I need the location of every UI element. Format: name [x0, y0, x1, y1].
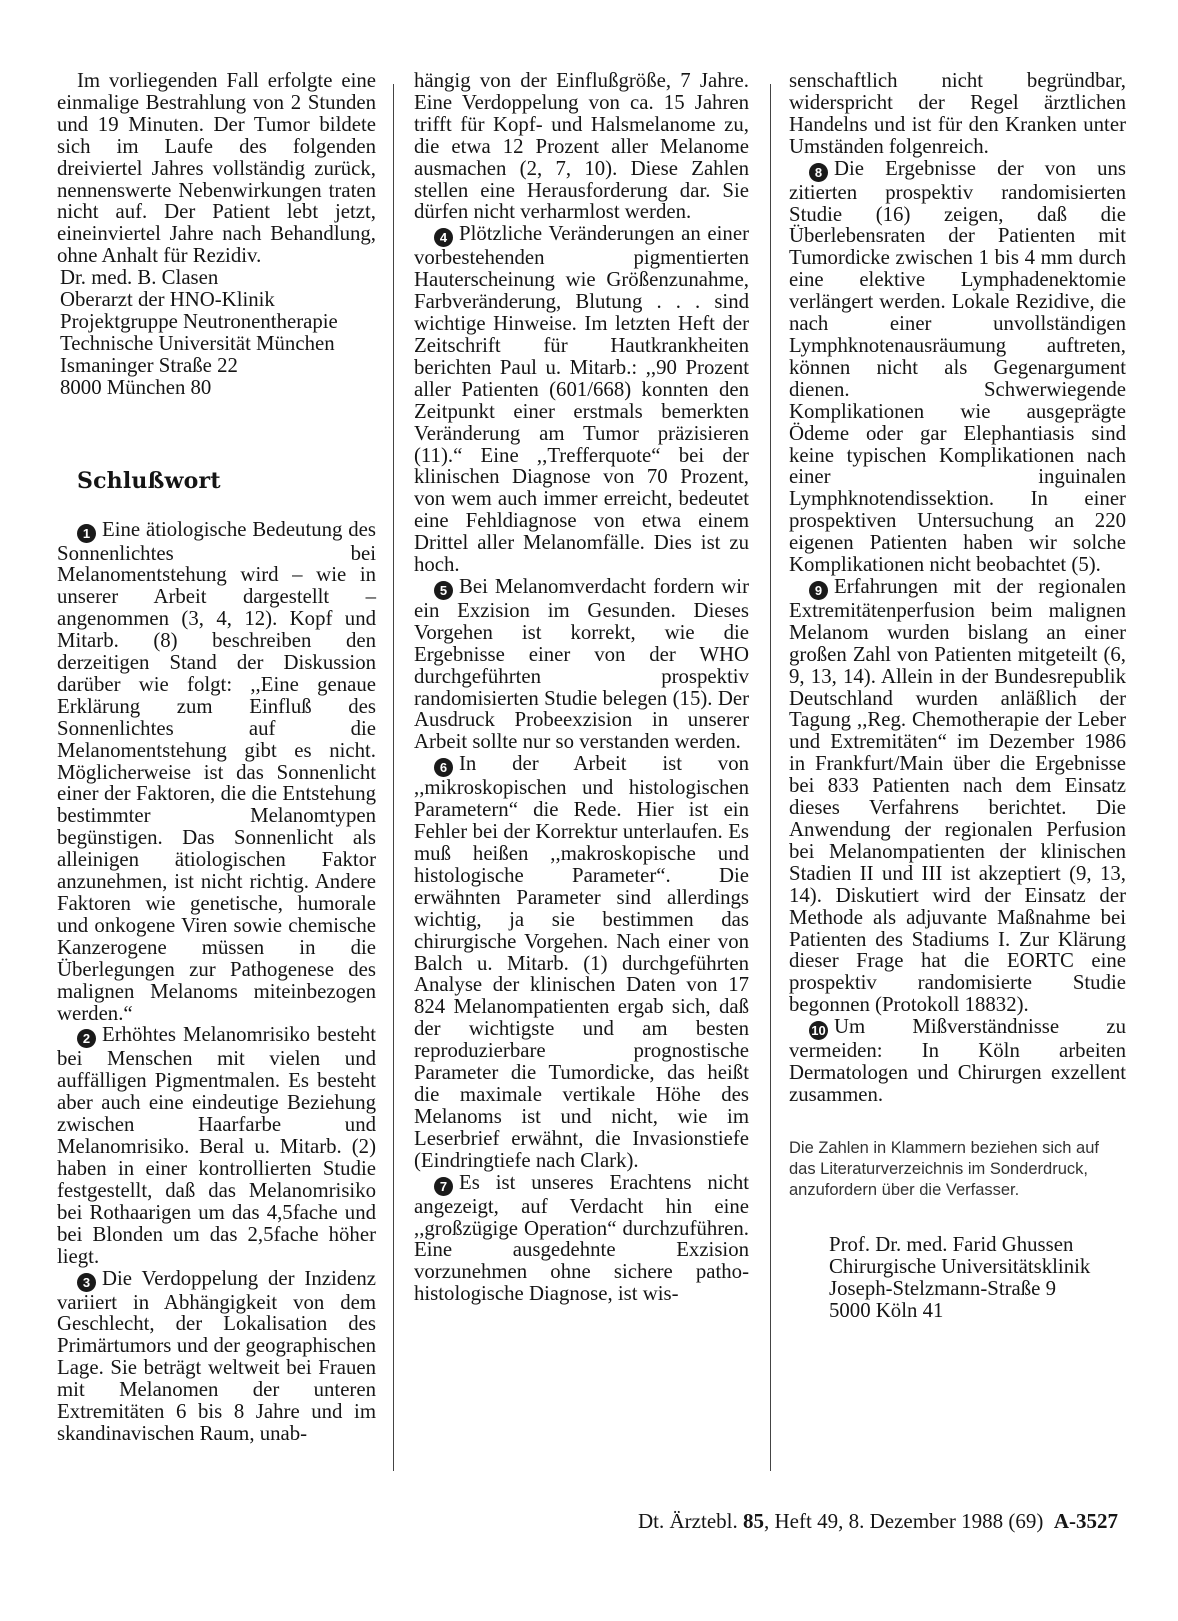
paragraph-text: Erfahrungen mit der regionalen Extremitätenperfusion beim malignen Melanom wurden bislang an einer großen Zahl von Patienten mitgeteilt (6, 9, 13, 14). Allein in der Bundesrepublik Deutschland wurden anläßlich der Tagung ,,Reg. Chemotherapie der Leber und Extremitäten“ im Dezember 1986 in Frankfurt/Main über die Ergebnisse bei 833 Patienten nach dem Einsatz dieses Verfahrens berichtet. Die Anwendung der regionalen Perfusion bei Melanompatienten der klinischen Stadien II und III ist akzeptiert (9, 13, 14). Diskutiert wird der Einsatz der Methode als adjuvante Maßnahme bei Patienten des Stadiums I. Zur Klärung dieser Frage hat die EORTC eine prospektiv randomisierte Studie begonnen (Protokoll 18832).: [789, 574, 1126, 1017]
point-number-badge: 7: [434, 1177, 453, 1196]
paragraph-text: Erhöhtes Melanomrisiko besteht bei Menschen mit vielen und auffälligen Pigmentmalen. Es besteht aber auch eine eindeutige Beziehung zwischen Haarfarbe und Melanomrisiko. Beral u. Mitarb. (2) haben in einer kontrollierten Studie festgestellt, daß das Melanomrisiko bei Rothaarigen um das 4,5fache und bei Blonden um das 2,5fache höher liegt.: [57, 1023, 376, 1268]
point-number-badge: 2: [77, 1029, 96, 1048]
page-footer: [638, 1509, 1118, 1534]
paragraph-text: Plötzliche Veränderungen an einer vorbestehenden pigmentierten Hauterscheinung wie Größenzunahme, Farbveränderung, Blutung . . . sind wichtige Hinweise. Im letzten Heft der Zeitschrift für Hautkrankheiten berichten Paul u. Mitarb.: ,,90 Prozent aller Patienten (601/668) konnten den Zeitpunkt einer erstmals bemerkten Veränderung am Tumor präzisieren (11).“ Eine ,,Trefferquote“ bei der klinischen Diagnose von 70 Prozent, von wem auch immer erreicht, bedeutet eine Fehldiagnose von etwa einem Drittel aller Melanomfälle. Dies ist zu hoch.: [414, 222, 749, 577]
paragraph-6: [414, 753, 749, 1171]
point-number-badge: 5: [434, 581, 453, 600]
point-number-badge: 6: [434, 758, 453, 777]
signature-line: Technische Universität München: [60, 331, 335, 355]
column-divider: [393, 84, 394, 1471]
issue-info: , Heft 49, 8. Dezember 1988 (69): [764, 1509, 1044, 1533]
point-number-badge: 1: [77, 524, 96, 543]
point-number-badge: 4: [434, 228, 453, 247]
text-column-2: [414, 70, 749, 1305]
author-address-line: Chirurgische Universitätsklinik: [829, 1254, 1091, 1278]
paragraph-2: [57, 1024, 376, 1267]
paragraph-text: Die Verdoppelung der Inzidenz variiert in Abhängigkeit von dem Geschlecht, der Lokalisation des Primärtumors und der geographischen Lage. Sie beträgt weltweit bei Frauen mit Melanomen der unteren Extremitäten 6 bis 8 Jahre und im skandinavischen Raum, unab-: [57, 1266, 376, 1445]
text-column-1: [57, 70, 376, 1445]
paragraph-text: Um Mißverständnisse zu vermeiden: In Köln arbeiten Dermatologen und Chirurgen exzellent zusammen.: [789, 1015, 1126, 1106]
paragraph-4: [414, 223, 749, 576]
point-number-badge: 8: [809, 163, 828, 182]
paragraph-10: [789, 1016, 1126, 1106]
paragraph-5: [414, 576, 749, 753]
point-number-badge: 3: [77, 1273, 96, 1292]
paragraph-intro: Im vorliegenden Fall erfolgte eine einmalige Bestrahlung von 2 Stunden und 19 Minuten. Der Tumor bildete sich im Laufe des folgenden dreiviertel Jahres vollständig zurück, nennenswerte Nebenwirkungen traten nicht auf. Der Patient lebt jetzt, eineinviertel Jahre nach Behandlung, ohne Anhalt für Rezidiv.: [57, 69, 376, 268]
signature-line: Projektgruppe Neutronentherapie: [60, 309, 338, 333]
point-number-badge: 9: [809, 581, 828, 600]
column-divider: [770, 84, 771, 1471]
text-column-3: [789, 70, 1126, 1322]
paragraph-1: [57, 519, 376, 1025]
paragraph-7: [414, 1172, 749, 1306]
paragraph-8: [789, 158, 1126, 576]
author-address-line: Prof. Dr. med. Farid Ghussen: [829, 1232, 1074, 1256]
signature-line: 8000 München 80: [60, 375, 212, 399]
paragraph-text: In der Arbeit ist von ,,mikroskopischen und histologischen Parametern“ die Rede. Hier ist ein Fehler bei der Korrektur unterlaufen. Es muß heißen ,,makroskopische und histologische Parameter“. Die erwähnten Parameter sind allerdings wichtig, ja sie bestimmen das chirurgische Vorgehen. Nach einer von Balch u. Mitarb. (1) durchgeführten Analyse der klinischen Daten von 17 824 Melanompatienten ergab sich, daß der wichtigste und am besten reproduzierbare prognostische Parameter die Tumordicke, das heißt die maximale vertikale Höhe des Melanoms ist und nicht, wie im Leserbrief erwähnt, die Invasionstiefe (Eindringtiefe nach Clark).: [414, 752, 749, 1172]
author-address-line: 5000 Köln 41: [829, 1298, 944, 1322]
signature-line: Ismaninger Straße 22: [60, 353, 238, 377]
section-heading: Schlußwort: [77, 467, 221, 494]
page-number: A-3527: [1053, 1509, 1118, 1533]
paragraph-9: [789, 576, 1126, 1016]
volume-number: 85: [743, 1509, 764, 1533]
paragraph-text: Es ist unseres Erachtens nicht angezeigt, auf Verdacht hin eine ,,großzügige Operation“ durchzuführen. Eine ausgedehnte Exzision vorzunehmen ohne sichere patho-histologische Diagnose, ist wis-: [414, 1170, 749, 1306]
paragraph-text: Bei Melanomverdacht fordern wir ein Exzision im Gesunden. Dieses Vorgehen ist korrekt, wie die Ergebnisse einer von der WHO durchgeführten prospektiv randomisierten Studie belegen (15). Der Ausdruck Probeexzision in unserer Arbeit sollte nur so verstanden werden.: [414, 574, 749, 754]
paragraph-text: Eine ätiologische Bedeutung des Sonnenlichtes bei Melanomentstehung wird – wie in unserer Arbeit dargestellt – angenommen (3, 4, 12). Kopf und Mitarb. (8) beschreiben den derzeitigen Stand der Diskussion darüber wie folgt: ,,Eine genaue Erklärung zum Einfluß des Sonnenlichtes auf die Melanomentstehung gibt es nicht. Möglicherweise ist das Sonnenlicht einer der Faktoren, die die Entstehung bestimmter Melanomtypen begünstigen. Das Sonnenlicht als alleinigen ätiologischen Faktor anzunehmen, ist nicht richtig. Andere Faktoren wie genetische, humorale und onkogene Viren sowie chemische Kanzerogene müssen in die Überlegungen zur Pathogenese des malignen Melanoms miteinbezogen werden.“: [57, 517, 376, 1025]
author-address-line: Joseph-Stelzmann-Straße 9: [829, 1276, 1056, 1300]
signature-line: Oberarzt der HNO-Klinik: [60, 288, 275, 312]
journal-name: Dt. Ärztebl.: [638, 1509, 738, 1533]
paragraph-continued: hängig von der Einflußgröße, 7 Jahre. Eine Verdoppelung von ca. 15 Jahren trifft für Kopf- und Halsmelanome zu, die etwa 12 Prozent aller Melanome ausmachen (2, 7, 10). Diese Zahlen stellen eine Herausforderung dar. Sie dürfen nicht verharmlost werden.: [414, 69, 749, 224]
reference-note: Die Zahlen in Klammern beziehen sich auf das Literaturverzeichnis im Sonderdruck, anzufordern über die Verfasser.: [789, 1138, 1099, 1199]
paragraph-continued: senschaftlich nicht begründbar, widerspricht der Regel ärztlichen Handelns und ist für den Kranken unter Umständen folgenreich.: [789, 69, 1126, 158]
paragraph-3: [57, 1268, 376, 1445]
signature-line: Dr. med. B. Clasen: [60, 266, 219, 290]
point-number-badge: 10: [809, 1021, 828, 1040]
paragraph-text: Die Ergebnisse der von uns zitierten prospektiv randomisierten Studie (16) zeigen, daß die Überlebensraten der Patienten mit Tumordicke zwischen 1 bis 4 mm durch eine elektive Lymphadenektomie verlängert werden. Lokale Rezidive, die nach einer unvollständigen Lymphknotenausräumung auftreten, können nicht als Gegenargument dienen. Schwerwiegende Komplikationen wie ausgeprägte Ödeme oder gar Elephantiasis sind keine typischen Komplikationen nach einer inguinalen Lymphknotendissektion. In einer prospektiven Untersuchung an 220 eigenen Patienten haben wir solche Komplikationen nicht beobachtet (5).: [789, 156, 1126, 577]
